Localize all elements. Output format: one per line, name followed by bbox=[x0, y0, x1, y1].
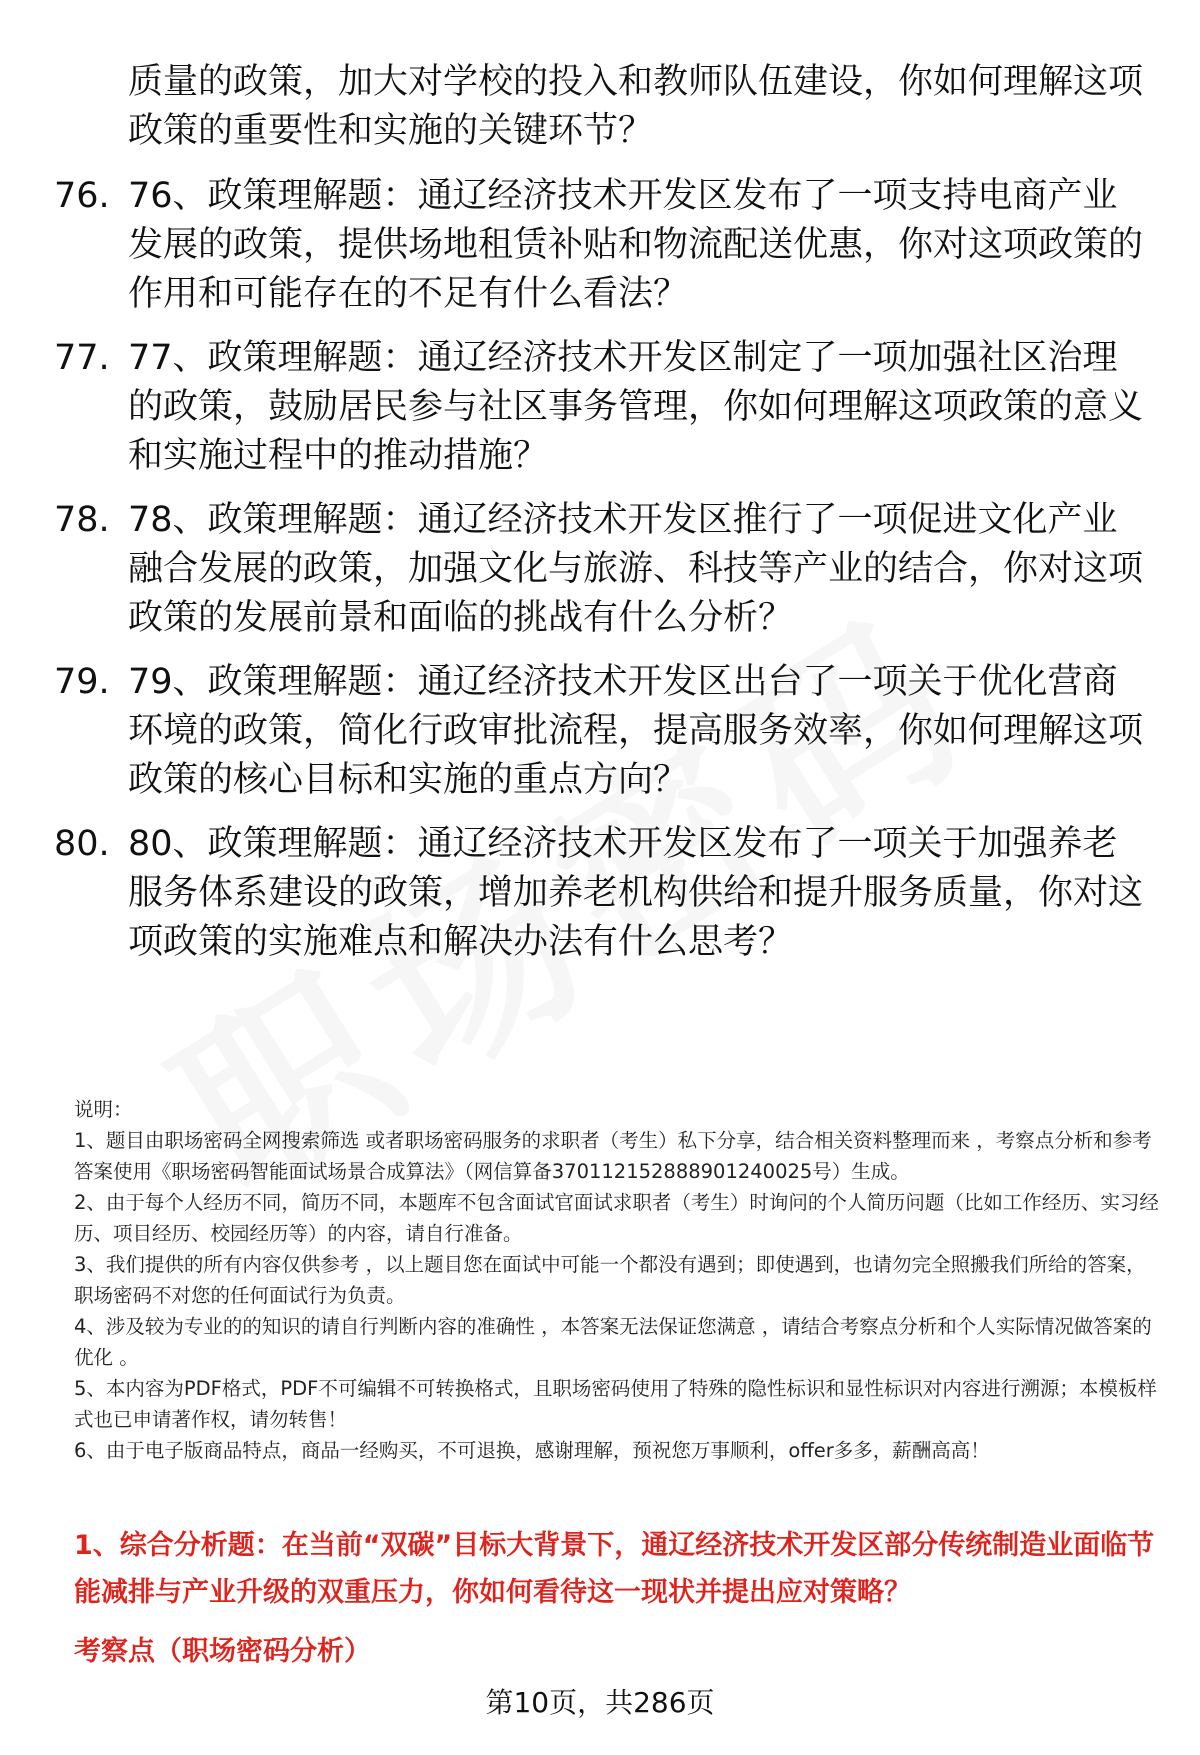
question-number: 76. bbox=[54, 176, 110, 216]
page-footer: 第10页，共286页 bbox=[485, 1686, 715, 1719]
question-number: 77. bbox=[54, 338, 110, 378]
question-number: 78. bbox=[54, 500, 110, 540]
analysis-question: 1、综合分析题：在当前“双碳”目标大背景下，通辽经济技术开发区部分传统制造业面临节能减排与产业升级的双重压力，你如何看待这一现状并提出应对策略？ bbox=[74, 1530, 1155, 1608]
note-item: 5、本内容为PDF格式，PDF不可编辑不可转换格式，且职场密码使用了特殊的隐性标识和显性标识对内容进行溯源；本模板样式也已申请著作权，请勿转售！ bbox=[74, 1377, 1157, 1431]
question-text: 79、政策理解题：通辽经济技术开发区出台了一项关于优化营商环境的政策，简化行政审批流程，提高服务效率，你如何理解这项政策的核心目标和实施的重点方向？ bbox=[128, 662, 1144, 800]
question-number: 80. bbox=[54, 824, 110, 864]
note-item: 4、涉及较为专业的的知识的请自行判断内容的准确性 ，本答案无法保证您满意 ，请结合考察点分析和个人实际情况做答案的优化 。 bbox=[74, 1315, 1152, 1369]
question-text: 77、政策理解题：通辽经济技术开发区制定了一项加强社区治理的政策，鼓励居民参与社区事务管理，你如何理解这项政策的意义和实施过程中的推动措施？ bbox=[128, 338, 1144, 476]
intro-continuation-text: 质量的政策，加大对学校的投入和教师队伍建设，你如何理解这项政策的重要性和实施的关键环节？ bbox=[128, 62, 1144, 151]
notes-heading: 说明： bbox=[74, 1098, 133, 1121]
question-text: 76、政策理解题：通辽经济技术开发区发布了一项支持电商产业发展的政策，提供场地租赁补贴和物流配送优惠，你对这项政策的作用和可能存在的不足有什么看法？ bbox=[128, 176, 1144, 314]
note-item: 1、题目由职场密码全网搜索筛选 或者职场密码服务的求职者（考生）私下分享，结合相关资料整理而来 ，考察点分析和参考答案使用《职场密码智能面试场景合成算法》（网信算备370112152888901240025号）生成。 bbox=[74, 1129, 1152, 1183]
question-text: 80、政策理解题：通辽经济技术开发区发布了一项关于加强养老服务体系建设的政策，增加养老机构供给和提升服务质量，你对这项政策的实施难点和解决办法有什么思考？ bbox=[128, 824, 1144, 962]
note-item: 6、由于电子版商品特点，商品一经购买，不可退换，感谢理解，预祝您万事顺利，offer多多，薪酬高高！ bbox=[74, 1439, 990, 1462]
question-text: 78、政策理解题：通辽经济技术开发区推行了一项促进文化产业融合发展的政策，加强文化与旅游、科技等产业的结合，你对这项政策的发展前景和面临的挑战有什么分析？ bbox=[128, 500, 1144, 638]
note-item: 2、由于每个人经历不同，简历不同，本题库不包含面试官面试求职者（考生）时询问的个人简历问题（比如工作经历、实习经历、项目经历、校园经历等）的内容，请自行准备。 bbox=[74, 1191, 1159, 1245]
notes-section bbox=[74, 1094, 1160, 1466]
question-number: 79. bbox=[54, 662, 110, 702]
note-item: 3、我们提供的所有内容仅供参考 ，以上题目您在面试中可能一个都没有遇到；即使遇到，也请勿完全照搬我们所给的答案，职场密码不对您的任何面试行为负责。 bbox=[74, 1253, 1146, 1307]
analysis-subheading: 考察点（职场密码分析） bbox=[74, 1636, 371, 1667]
